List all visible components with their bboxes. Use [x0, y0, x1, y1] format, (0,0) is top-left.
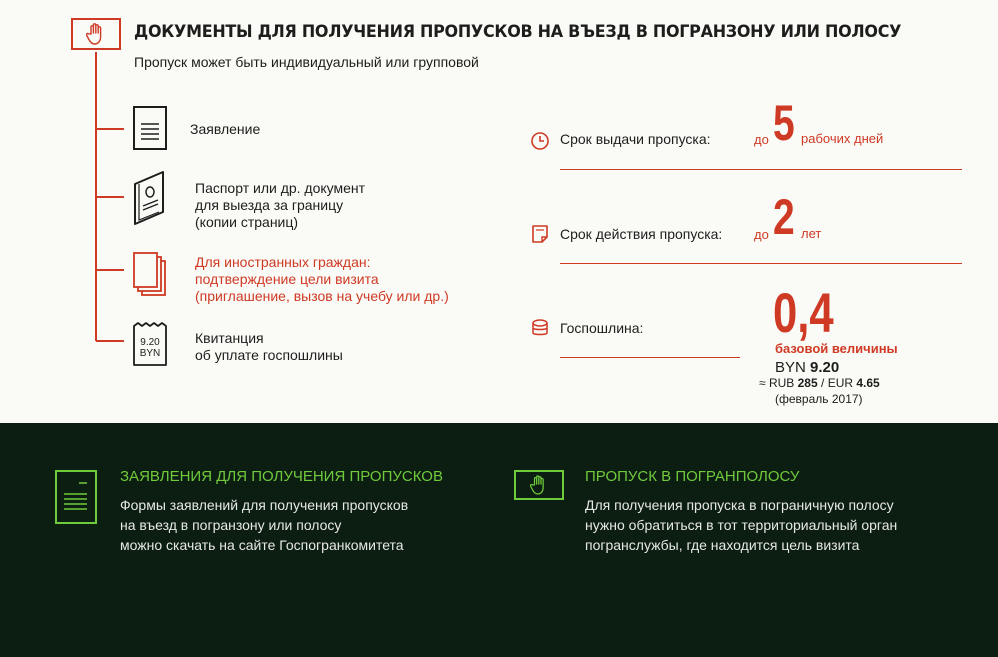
border-strip-title: ПРОПУСК В ПОГРАНПОЛОСУ — [585, 468, 800, 485]
calendar-page-icon — [530, 224, 550, 244]
document-item-passport: Паспорт или др. документ для выезда за границу (копии страниц) — [195, 180, 366, 230]
hand-stop-icon — [71, 18, 121, 50]
papers-stack-icon — [133, 252, 167, 298]
page-subtitle: Пропуск может быть индивидуальный или групповой — [134, 54, 479, 70]
tree-branch — [96, 196, 124, 198]
forms-title: ЗАЯВЛЕНИЯ ДЛЯ ПОЛУЧЕНИЯ ПРОПУСКОВ — [120, 468, 443, 485]
fee-number: 0,4 — [773, 281, 834, 344]
forms-text: Формы заявлений для получения пропусков на въезд в погранзону или полосу можно скачать на сайте Госпогранкомитета — [120, 497, 409, 553]
receipt-currency: BYN — [139, 348, 161, 359]
separator-line — [560, 357, 740, 358]
tree-branch — [96, 340, 124, 342]
document-item-foreign-citizens: Для иностранных граждан: подтверждение цели визита (приглашение, вызов на учебу или др.) — [195, 254, 449, 304]
passport-icon — [133, 170, 167, 226]
separator-line — [560, 169, 962, 170]
fee-approx: ≈ RUB 285 / EUR 4.65 — [759, 376, 880, 390]
tree-branch — [96, 128, 124, 130]
receipt-amount: 9.20 — [140, 337, 160, 348]
border-strip-text: Для получения пропуска в пограничную полосу нужно обратиться в тот территориальный орган погранслужбы, где находится цель визита — [585, 497, 898, 553]
validity-prefix: до — [754, 227, 769, 242]
fee-byn: BYN 9.20 — [775, 359, 840, 376]
receipt-icon — [133, 322, 167, 366]
issue-term-unit: рабочих дней — [801, 131, 884, 146]
page-title: ДОКУМЕНТЫ ДЛЯ ПОЛУЧЕНИЯ ПРОПУСКОВ НА ВЪЕЗД В ПОГРАНЗОНУ ИЛИ ПОЛОСУ — [134, 22, 902, 42]
document-icon — [55, 470, 97, 524]
issue-term-number: 5 — [773, 95, 795, 151]
issue-term-label: Срок выдачи пропуска: — [560, 131, 711, 147]
clock-icon — [530, 131, 550, 151]
coins-icon — [530, 318, 550, 338]
document-icon — [133, 106, 167, 150]
document-item-receipt: Квитанция об уплате госпошлины — [195, 330, 343, 363]
hand-stop-icon — [514, 470, 564, 500]
tree-branch — [96, 269, 124, 271]
document-item-application: Заявление — [190, 121, 261, 137]
issue-term-prefix: до — [754, 132, 769, 147]
bottom-section — [0, 423, 998, 657]
separator-line — [560, 263, 962, 264]
fee-unit: базовой величины — [775, 341, 898, 356]
validity-number: 2 — [773, 189, 795, 245]
fee-label: Госпошлина: — [560, 320, 644, 336]
fee-date-note: (февраль 2017) — [775, 392, 863, 406]
validity-label: Срок действия пропуска: — [560, 226, 723, 242]
validity-unit: лет — [801, 226, 822, 241]
